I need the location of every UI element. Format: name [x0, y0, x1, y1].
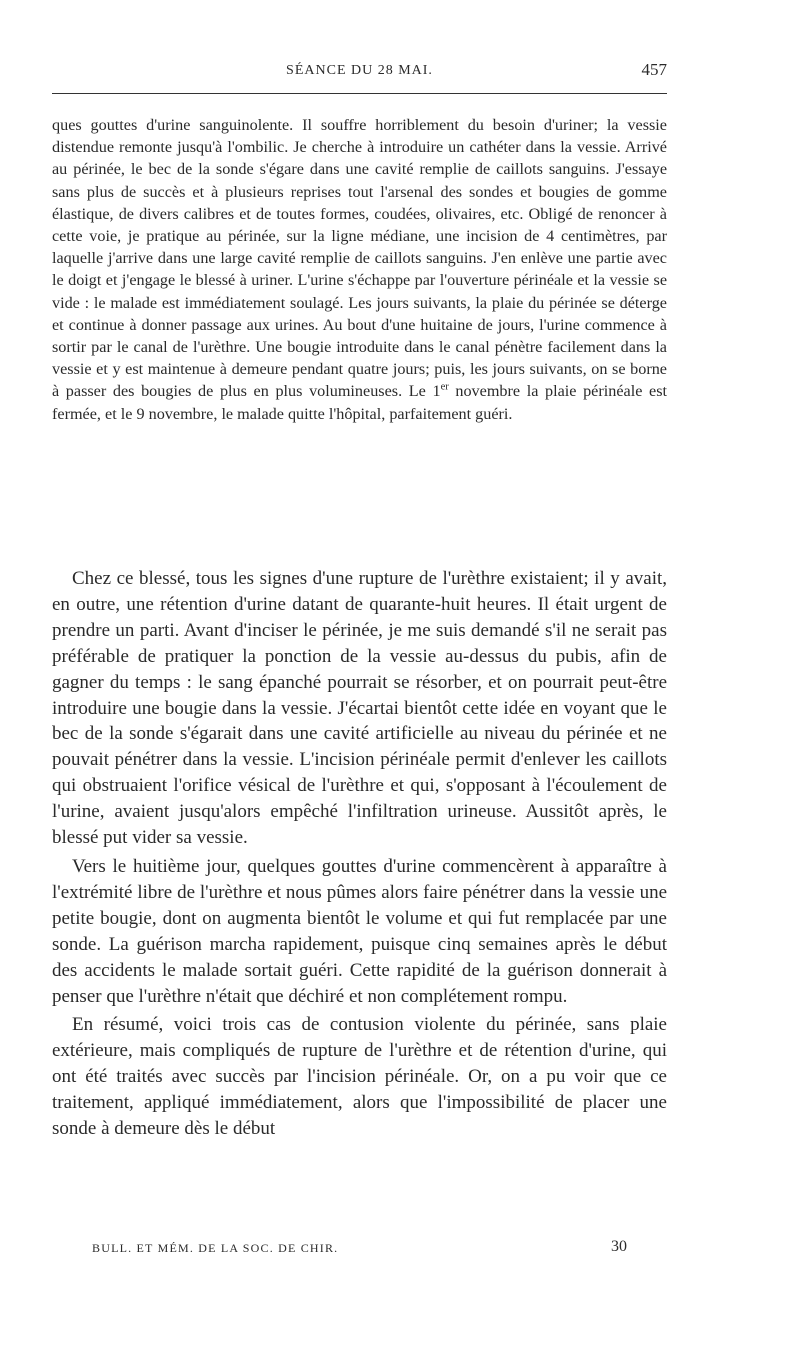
ordinal-superscript: er [440, 382, 449, 394]
page-footer [92, 1238, 627, 1260]
case-report-block [52, 114, 667, 425]
running-title: SÉANCE DU 28 MAI. [286, 63, 433, 78]
case-report-paragraph [52, 114, 667, 425]
final-sentence-start: Le 1 [408, 382, 441, 401]
header-rule [52, 93, 667, 94]
commentary-paragraph-3: En résumé, voici trois cas de contusion violente du périnée, sans plaie extérieure, mais compliqués de rupture de l'urèthre et de rétention d'urine, qui ont été traités avec succès par l'incision périnéale. Or, on a pu voir que ce traitement, appliqué immédiatement, alors que l'impossibilité de placer une sonde à demeure dès le début [52, 1014, 667, 1140]
page-number: 457 [641, 60, 667, 79]
case-report-text: ques gouttes d'urine sanguinolente. Il souffre horriblement du besoin d'uriner; la vessie distendue remonte jusqu'à l'ombilic. Je cherche à introduire un cathéter dans la vessie. Arrivé au périnée, le bec de la sonde s'égare dans une cavité remplie de caillots sanguins. J'essaye sans plus de succès et à plusieurs reprises tout l'arsenal des sondes et bougies de gomme élastique, de divers calibres et de toutes formes, coudées, olivaires, etc. Obligé de renoncer à cette voie, je pratique au périnée, sur la ligne médiane, une incision de 4 centimètres, par laquelle j'arrive dans une large cavité remplie de caillots sanguins. J'en enlève une partie avec le doigt et j'engage le blessé à uriner. L'urine s'échappe par l'ouverture périnéale et la vessie se vide : le malade est immédiatement soulagé. Les jours suivants, la plaie du périnée se déterge et continue à donner passage aux urines. Au bout d'une huitaine de jours, l'urine commence à sortir par le canal de l'urèthre. Une bougie introduite dans le canal pénètre facilement dans la vessie et y est maintenue à demeure pendant quatre jours; puis, les jours suivants, on se borne à passer des bougies de plus en plus volumineuses. [52, 116, 667, 401]
final-sentence-end: novembre la plaie périnéale est fermée, et le 9 novembre, le malade quitte l'hôpital, parfaitement guéri. [52, 382, 667, 423]
sheet-number: 30 [611, 1238, 627, 1255]
commentary-paragraph-1: Chez ce blessé, tous les signes d'une rupture de l'urèthre existaient; il y avait, en outre, une rétention d'urine datant de quarante-huit heures. Il était urgent de prendre un parti. Avant d'inciser le périnée, je me suis demandé s'il ne serait pas préférable de pratiquer la ponction de la vessie au-dessus du pubis, afin de gagner du temps : le sang épanché pourrait se résorber, et on pourrait peut-être introduire une bougie dans la vessie. J'écartai bientôt cette idée en voyant que le bec de la sonde s'égarait dans une cavité artificielle au niveau du périnée et ne pouvait pénétrer dans la vessie. L'incision périnéale permit d'enlever les caillots qui obstruaient l'orifice vésical de l'urèthre et qui, s'opposant à l'écoulement de l'urine, avaient jusqu'alors empêché l'infiltration urineuse. Aussitôt après, le blessé put vider sa vessie. [52, 568, 667, 849]
commentary-paragraph-2: Vers le huitième jour, quelques gouttes d'urine commencèrent à apparaître à l'extrémité libre de l'urèthre et nous pûmes alors faire pénétrer dans la vessie une petite bougie, dont on augmenta bientôt le volume et qui fut remplacée par une sonde. La guérison marcha rapidement, puisque cinq semaines après le début des accidents le malade sortait guéri. Cette rapidité de la guérison donnerait à penser que l'urèthre n'était que déchiré et non complétement rompu. [52, 855, 667, 1007]
commentary-block [52, 566, 667, 1145]
running-head [52, 60, 667, 84]
footer-signature: BULL. ET MÉM. DE LA SOC. DE CHIR. [92, 1241, 339, 1255]
